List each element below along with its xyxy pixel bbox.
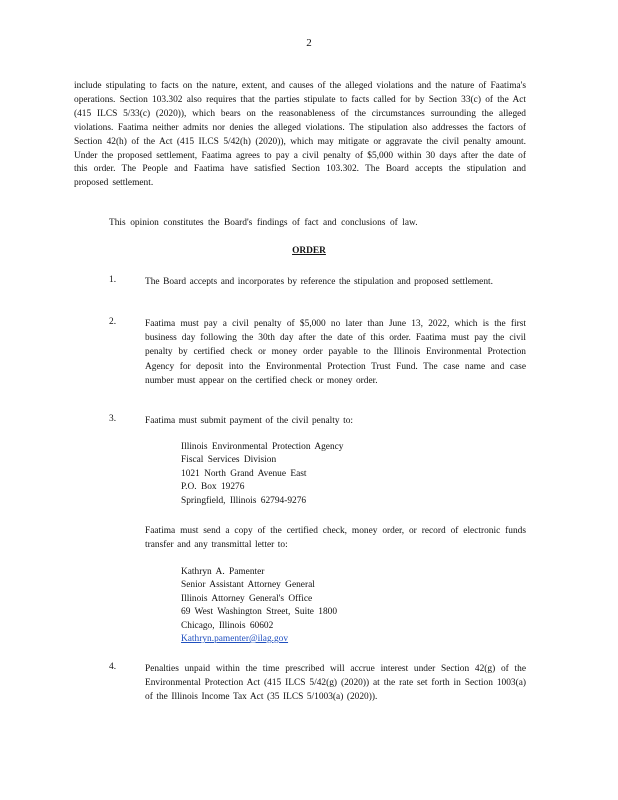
email-link[interactable]: Kathryn.pamenter@ilag.gov — [181, 634, 289, 645]
payment-address-line: Springfield, Illinois 62794-9276 — [181, 495, 307, 506]
item-number-1: 1. — [109, 275, 117, 285]
item-number-3: 3. — [109, 414, 117, 424]
item-number-4: 4. — [109, 662, 117, 672]
copy-instruction: Faatima must send a copy of the certified check, money order, or record of electronic funds transfer and any transmittal letter to: — [145, 526, 526, 551]
copy-address-line: Senior Assistant Attorney General — [181, 580, 315, 591]
intro-paragraph: include stipulating to facts on the nature, extent, and causes of the alleged violations and the nature of Faatima's operations. Section 103.302 also requires that the parties stipulate to facts called for by Section 33(c) of the Act (415 ILCS 5/33(c) (2020)), which bears on the reasonableness of the circumstances surrounding the alleged violations. Faatima neither admits nor denies the alleged violations. The stipulation also addresses the factors of Section 42(h) of the Act (415 ILCS 5/42(h) (2020)), which may mitigate or aggravate the civil penalty amount. Under the proposed settlement, Faatima agrees to pay a civil penalty of $5,000 within 30 days after the date of this order. The People and Faatima have satisfied Section 103.302. The Board accepts the stipulation and proposed settlement. — [74, 81, 526, 189]
copy-address-line: Chicago, Illinois 60602 — [181, 620, 274, 631]
item-text-4: Penalties unpaid within the time prescribed will accrue interest under Section 42(g) of the Environmental Protection Act (415 ILCS 5/42(g) (2020)) at the rate set forth in Section 1003(a) of the Illinois Income Tax Act (35 ILCS 5/1003(a) (2020)). — [145, 664, 526, 703]
copy-address-line: 69 West Washington Street, Suite 1800 — [181, 607, 338, 618]
payment-address — [181, 441, 343, 508]
item-number-2: 2. — [109, 317, 117, 327]
item-text-1: The Board accepts and incorporates by reference the stipulation and proposed settlement. — [145, 277, 493, 287]
copy-address-line: Illinois Attorney General's Office — [181, 593, 313, 604]
payment-address-line: Fiscal Services Division — [181, 455, 277, 466]
order-heading: ORDER — [292, 246, 326, 256]
copy-address-line: Kathryn A. Pamenter — [181, 567, 265, 577]
item-text-3: Faatima must submit payment of the civil penalty to: — [145, 416, 354, 426]
payment-address-line: 1021 North Grand Avenue East — [181, 468, 307, 479]
payment-address-line: P.O. Box 19276 — [181, 482, 245, 493]
copy-address — [181, 566, 337, 646]
item-text-2: Faatima must pay a civil penalty of $5,000 no later than June 13, 2022, which is the first business day following the 30th day after the date of this order. Faatima must pay the civil penalty by certified check or money order payable to the Illinois Environmental Protection Agency for deposit into the Environmental Protection Trust Fund. The case name and case number must appear on the certified check or money order. — [145, 319, 526, 386]
page-number: 2 — [306, 37, 312, 49]
payment-address-line: Illinois Environmental Protection Agency — [181, 442, 344, 452]
opinion-statement: This opinion constitutes the Board's findings of fact and conclusions of law. — [109, 218, 418, 228]
